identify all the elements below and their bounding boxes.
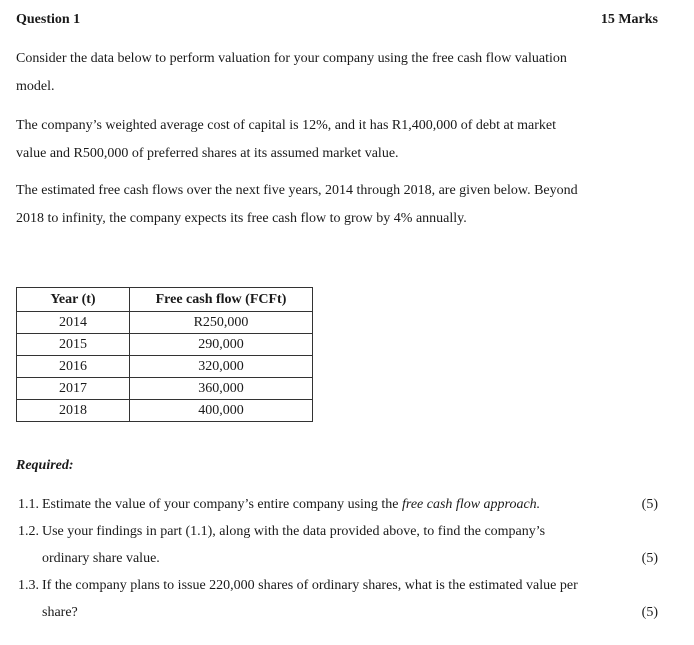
q3-number: 1.3. xyxy=(18,578,39,593)
year-cell: 2015 xyxy=(17,334,130,356)
q1-text xyxy=(42,497,540,513)
q2-line-2: ordinary share value. xyxy=(42,551,160,566)
required-heading: Required: xyxy=(16,458,74,473)
question-title: Question 1 xyxy=(16,12,81,27)
paragraph-3-line-1: The estimated free cash flows over the next five years, 2014 through 2018, are given below. Beyond xyxy=(16,183,578,198)
fcf-cell: 360,000 xyxy=(130,378,313,400)
q1-number: 1.1. xyxy=(18,497,39,512)
marks-total: 15 Marks xyxy=(600,12,658,27)
header-year: Year (t) xyxy=(17,288,130,312)
table-row xyxy=(17,400,313,422)
year-cell: 2017 xyxy=(17,378,130,400)
fcf-cell: R250,000 xyxy=(130,312,313,334)
header-fcf: Free cash flow (FCFt) xyxy=(130,288,313,312)
paragraph-3-line-2: 2018 to infinity, the company expects its free cash flow to grow by 4% annually. xyxy=(16,211,467,226)
year-cell: 2014 xyxy=(17,312,130,334)
paragraph-2-line-1: The company’s weighted average cost of capital is 12%, and it has R1,400,000 of debt at market xyxy=(16,118,557,133)
fcf-cell: 290,000 xyxy=(130,334,313,356)
q2-line-1: Use your findings in part (1.1), along with the data provided above, to find the company’s xyxy=(42,524,546,539)
table-row xyxy=(17,356,313,378)
fcf-table xyxy=(16,287,313,422)
fcf-cell: 400,000 xyxy=(130,400,313,422)
year-cell: 2016 xyxy=(17,356,130,378)
fcf-cell: 320,000 xyxy=(130,356,313,378)
q3-marks: (5) xyxy=(641,605,658,620)
table-header-row xyxy=(17,288,313,312)
q1-text-main: Estimate the value of your company’s entire company using the xyxy=(42,497,403,512)
q2-number: 1.2. xyxy=(18,524,39,539)
q2-marks: (5) xyxy=(641,551,658,566)
paragraph-2-line-2: value and R500,000 of preferred shares at its assumed market value. xyxy=(16,146,399,161)
paragraph-1-line-2: model. xyxy=(16,79,55,94)
q1-text-emphasis: free cash flow approach. xyxy=(402,497,541,512)
paragraph-1-line-1: Consider the data below to perform valuation for your company using the free cash flow valuation xyxy=(16,51,567,66)
table-row xyxy=(17,378,313,400)
q3-line-2: share? xyxy=(42,605,78,620)
q3-line-1: If the company plans to issue 220,000 shares of ordinary shares, what is the estimated value per xyxy=(42,578,578,593)
q1-marks: (5) xyxy=(641,497,658,512)
table-row xyxy=(17,312,313,334)
year-cell: 2018 xyxy=(17,400,130,422)
table-row xyxy=(17,334,313,356)
